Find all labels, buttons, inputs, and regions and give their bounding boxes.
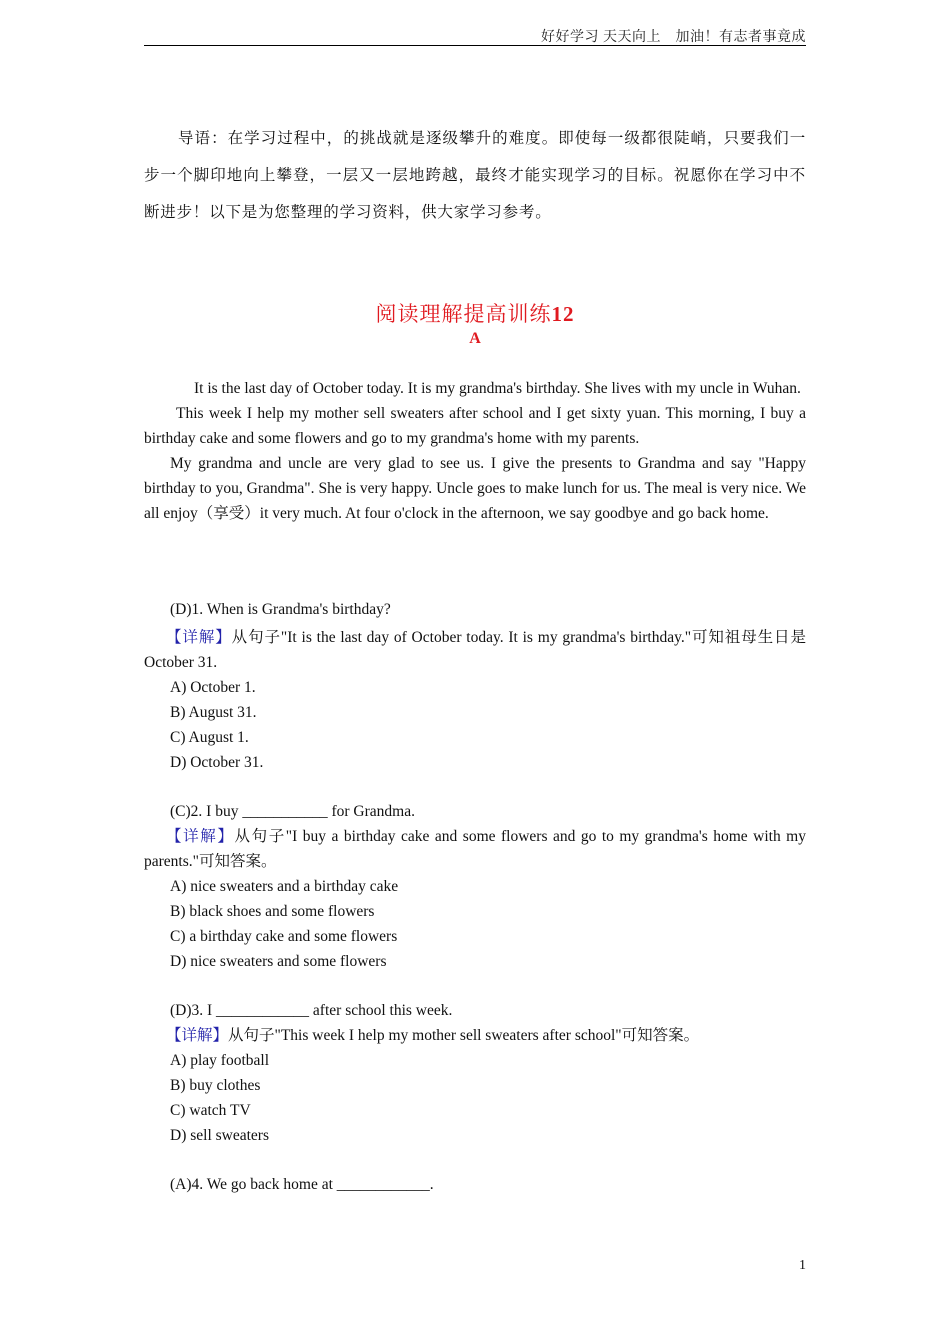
option-c: C) watch TV <box>170 1102 251 1119</box>
question-4 <box>144 1172 806 1197</box>
question-stem: (D)1. When is Grandma's birthday? <box>170 601 391 618</box>
passage-paragraph-3: My grandma and uncle are very glad to see us. I give the presents to Grandma and say "Happy birthday to you, Grandma". She is very happy. Uncle goes to make lunch for us. The meal is very nice. We all enjoy（享受）it very much. At four o'clock in the afternoon, we say goodbye and go back home. <box>144 455 806 522</box>
question-3 <box>144 998 806 1148</box>
question-1 <box>144 597 806 775</box>
question-explanation <box>144 625 806 675</box>
page-header: 好好学习 天天向上 加油！有志者事竟成 <box>541 30 806 45</box>
question-stem: (A)4. We go back home at ____________. <box>170 1176 434 1193</box>
passage-paragraph-1: It is the last day of October today. It is my grandma's birthday. She lives with my uncle in Wuhan. <box>194 380 801 397</box>
option-d: D) sell sweaters <box>170 1127 269 1144</box>
title-text: 阅读理解提高训练 <box>375 302 552 326</box>
option-b: B) August 31. <box>170 704 257 721</box>
question-2 <box>144 799 806 974</box>
page-number: 1 <box>799 1258 806 1273</box>
option-a: A) nice sweaters and a birthday cake <box>170 878 399 895</box>
explain-label: 【详解】 <box>166 1027 229 1044</box>
option-d: D) October 31. <box>170 754 264 771</box>
option-d: D) nice sweaters and some flowers <box>170 953 387 970</box>
question-stem: (D)3. I ____________ after school this week. <box>170 1002 453 1019</box>
document-title <box>144 298 806 328</box>
explain-label: 【详解】 <box>166 828 235 845</box>
explain-label: 【详解】 <box>166 629 232 646</box>
intro-paragraph: 导语：在学习过程中，的挑战就是逐级攀升的难度。即使每一级都很陡峭，只要我们一步一个脚印地向上攀登，一层又一层地跨越，最终才能实现学习的目标。祝愿你在学习中不断进步！以下是为您整理的学习资料，供大家学习参考。 <box>144 130 806 221</box>
option-c: C) a birthday cake and some flowers <box>170 928 398 945</box>
option-a: A) play football <box>170 1052 270 1069</box>
option-b: B) black shoes and some flowers <box>170 903 375 920</box>
option-c: C) August 1. <box>170 729 249 746</box>
passage-paragraph-2: This week I help my mother sell sweaters after school and I get sixty yuan. This morning, I buy a birthday cake and some flowers and go to my grandma's home with my parents. <box>144 405 806 447</box>
option-b: B) buy clothes <box>170 1077 261 1094</box>
option-a: A) October 1. <box>170 679 256 696</box>
explain-text: 从句子"I buy a birthday cake and some flowers and go to my grandma's home with my parents."可知答案。 <box>144 828 806 870</box>
header-divider <box>144 45 806 46</box>
section-label: A <box>469 330 481 347</box>
explain-text: 从句子"It is the last day of October today. It is my grandma's birthday."可知祖母生日是 October 31. <box>144 629 806 671</box>
question-explanation <box>144 1023 806 1048</box>
question-stem: (C)2. I buy ___________ for Grandma. <box>170 803 415 820</box>
title-number: 12 <box>551 302 575 326</box>
question-explanation <box>144 824 806 874</box>
reading-passage <box>144 376 806 526</box>
explain-text: 从句子"This week I help my mother sell sweaters after school"可知答案。 <box>228 1027 700 1044</box>
